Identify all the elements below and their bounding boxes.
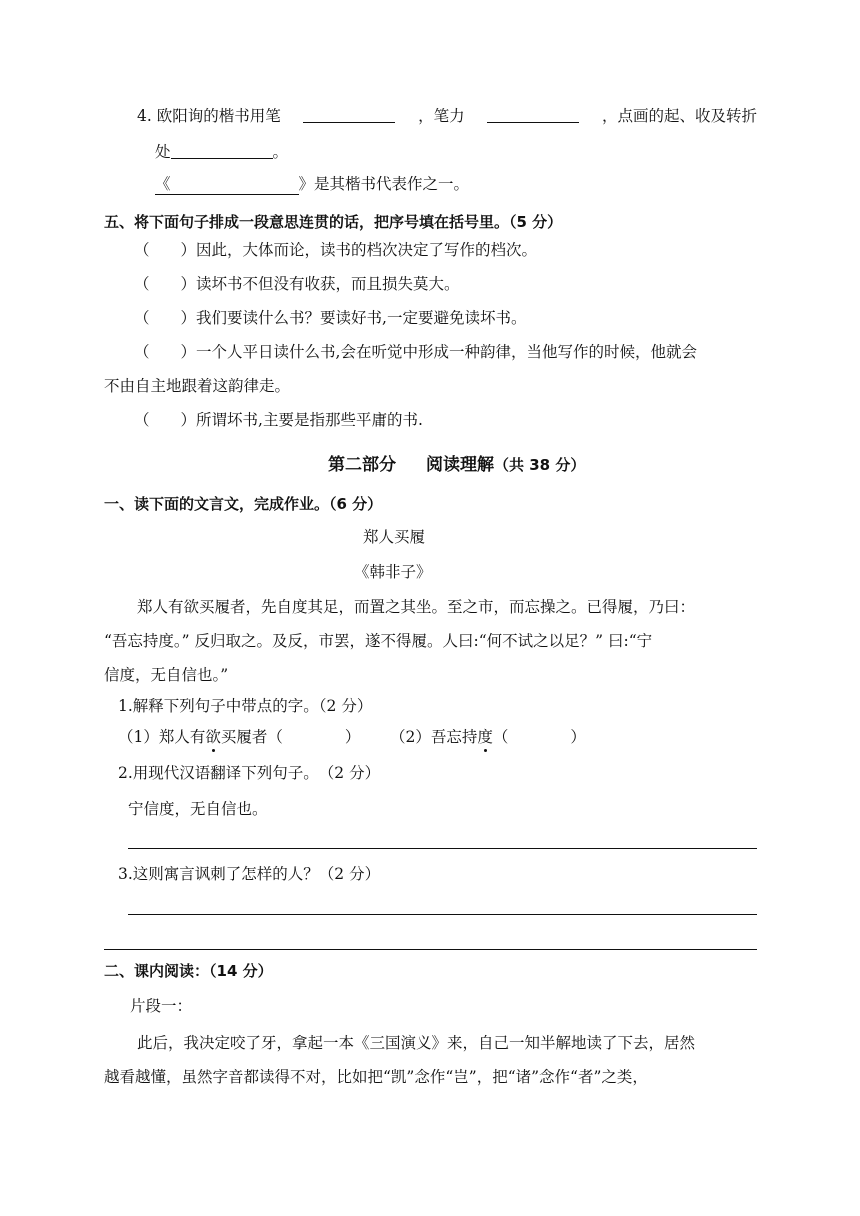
passage-line bbox=[137, 597, 757, 617]
passage-text: 郑人有欲买履者，先自度其足，而置之其坐。至之市，而忘操之。已得履，乃曰： bbox=[137, 598, 696, 616]
sentence: 一个人平日读什么书,会在听觉中形成一种韵律，当他写作的时候，他就会 bbox=[196, 343, 697, 361]
question-4-line-2 bbox=[155, 142, 288, 162]
q2-sentence: 宁信度，无自信也。 bbox=[128, 800, 268, 818]
answer-line[interactable] bbox=[104, 949, 757, 950]
dotted-char: 欲 bbox=[205, 728, 221, 746]
passage-line: 信度，无自信也。” bbox=[104, 666, 229, 684]
answer-paren[interactable]: （ ） bbox=[134, 343, 197, 361]
reading-two-heading: 二、课内阅读：（14 分） bbox=[104, 962, 273, 980]
q1b-answer[interactable]: （ ） bbox=[492, 728, 586, 746]
reading-one-heading: 一、读下面的文言文，完成作业。（6 分） bbox=[104, 495, 383, 513]
answer-line[interactable] bbox=[128, 914, 757, 915]
passage-line bbox=[104, 1067, 757, 1087]
answer-blank[interactable] bbox=[487, 106, 579, 123]
list-item bbox=[134, 308, 526, 328]
part-label: 第二部分 bbox=[328, 455, 396, 475]
q4-text-5: 。 bbox=[272, 143, 289, 161]
passage-text: 越看越懂，虽然字音都读得不对，比如把“凯”念作“岂”，把“诸”念作“者”之类， bbox=[104, 1068, 648, 1086]
sentence-continuation: 不由自主地跟着这韵律走。 bbox=[104, 377, 291, 395]
dotted-char: 度 bbox=[477, 728, 493, 746]
sentence: 所谓坏书,主要是指那些平庸的书. bbox=[196, 411, 423, 429]
list-item bbox=[134, 274, 460, 294]
sentence: 读坏书不但没有收获，而且损失莫大。 bbox=[196, 275, 460, 293]
passage-text: “吾忘持度。” 反归取之。及反，市罢，遂不得履。人曰:“何不试之以足？” 曰:“宁 bbox=[104, 632, 653, 650]
q1a-text: （1）郑人有 bbox=[118, 728, 206, 746]
list-item bbox=[134, 342, 697, 362]
passage-line bbox=[137, 1033, 757, 1053]
answer-blank[interactable] bbox=[303, 106, 395, 123]
part-name: 阅读理解 bbox=[426, 455, 494, 475]
q4-text-3: ，点画的起、收及转折 bbox=[601, 107, 757, 125]
answer-paren[interactable]: （ ） bbox=[134, 241, 197, 259]
section-five-heading: 五、将下面句子排成一段意思连贯的话，把序号填在括号里。（5 分） bbox=[104, 213, 563, 231]
question-1b bbox=[390, 727, 586, 747]
q4-text-4: 处 bbox=[155, 143, 171, 161]
passage-line bbox=[104, 631, 757, 651]
answer-paren[interactable]: （ ） bbox=[134, 309, 197, 327]
question-2: 2.用现代汉语翻译下列句子。 （2 分） bbox=[118, 764, 381, 782]
question-1: 1.解释下列句子中带点的字。（2 分） bbox=[118, 697, 373, 715]
answer-line[interactable] bbox=[128, 848, 757, 849]
q1a-answer[interactable]: 买履者（ ） bbox=[220, 728, 361, 746]
question-1a bbox=[118, 727, 360, 747]
passage-text: 此后，我决定咬了牙，拿起一本《三国演义》来，自己一知半解地读了下去，居然 bbox=[137, 1034, 696, 1052]
open-bracket: 《 bbox=[155, 175, 171, 193]
text-source: 《韩非子》 bbox=[354, 563, 432, 581]
list-item bbox=[134, 240, 537, 260]
sentence: 我们要读什么书？要读好书,一定要避免读坏书。 bbox=[196, 309, 527, 327]
list-item bbox=[134, 410, 423, 430]
answer-paren[interactable]: （ ） bbox=[134, 411, 197, 429]
q1b-text: （2）吾忘持 bbox=[390, 728, 478, 746]
part-points: （共 38 分） bbox=[494, 456, 586, 474]
part-two-title bbox=[328, 455, 585, 475]
answer-paren[interactable]: （ ） bbox=[134, 275, 197, 293]
question-4-line-3 bbox=[155, 174, 469, 195]
sentence: 因此，大体而论，读书的档次决定了写作的档次。 bbox=[196, 241, 538, 259]
q4-text-1: 4. 欧阳询的楷书用笔 bbox=[137, 107, 281, 125]
q4-text-2: ，笔力 bbox=[418, 107, 465, 125]
book-title-blank[interactable] bbox=[155, 174, 299, 195]
excerpt-label: 片段一： bbox=[130, 997, 193, 1015]
text-title: 郑人买履 bbox=[363, 528, 426, 546]
q4-text-6: 》是其楷书代表作之一。 bbox=[298, 175, 470, 193]
question-4-line-1 bbox=[137, 106, 757, 126]
question-3: 3.这则寓言讽刺了怎样的人？（2 分） bbox=[118, 865, 381, 883]
answer-blank[interactable] bbox=[171, 142, 273, 159]
